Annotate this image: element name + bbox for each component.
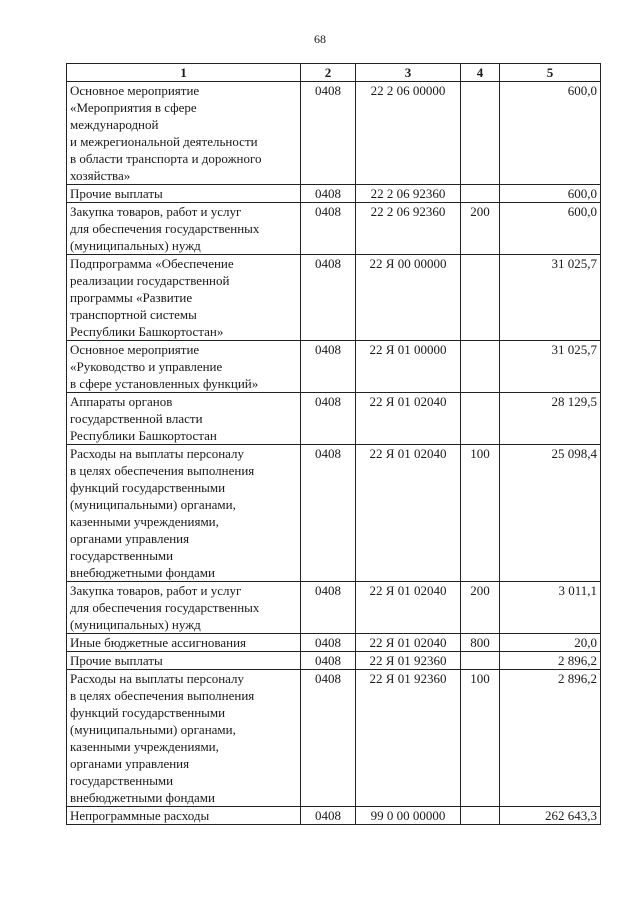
row-name-cell: Расходы на выплаты персоналу в целях обеспечения выполнения функций государственными (муниципальными) органами, казенными учреждениями, органами управления государственными внебюджетными фондами <box>67 670 301 807</box>
row-name-cell: Закупка товаров, работ и услуг для обеспечения государственных (муниципальных) нужд <box>67 582 301 634</box>
table-row <box>67 255 601 341</box>
row-code-cell: 22 Я 01 92360 <box>356 652 461 670</box>
row-amount-cell: 600,0 <box>500 203 601 255</box>
column-header-name: 1 <box>67 64 301 82</box>
row-name-cell: Прочие выплаты <box>67 652 301 670</box>
row-amount-cell: 25 098,4 <box>500 445 601 582</box>
row-code-cell: 22 Я 01 02040 <box>356 445 461 582</box>
row-amount-cell: 2 896,2 <box>500 652 601 670</box>
row-kind-cell: 100 <box>461 670 500 807</box>
header-row <box>67 64 601 82</box>
row-name-cell: Основное мероприятие «Руководство и управление в сфере установленных функций» <box>67 341 301 393</box>
row-code-cell: 22 Я 01 02040 <box>356 634 461 652</box>
row-section-cell: 0408 <box>301 82 356 185</box>
row-section-cell: 0408 <box>301 393 356 445</box>
row-kind-cell <box>461 393 500 445</box>
row-kind-cell <box>461 82 500 185</box>
column-header-code: 3 <box>356 64 461 82</box>
row-section-cell: 0408 <box>301 203 356 255</box>
row-code-cell: 22 Я 01 02040 <box>356 582 461 634</box>
column-header-section: 2 <box>301 64 356 82</box>
row-kind-cell <box>461 255 500 341</box>
row-code-cell: 22 Я 00 00000 <box>356 255 461 341</box>
row-amount-cell: 31 025,7 <box>500 255 601 341</box>
table-row <box>67 807 601 825</box>
table-body <box>67 82 601 825</box>
row-name-cell: Прочие выплаты <box>67 185 301 203</box>
row-kind-cell <box>461 341 500 393</box>
row-amount-cell: 262 643,3 <box>500 807 601 825</box>
row-code-cell: 22 2 06 00000 <box>356 82 461 185</box>
row-section-cell: 0408 <box>301 807 356 825</box>
page-number: 68 <box>314 32 326 46</box>
row-name-cell: Расходы на выплаты персоналу в целях обеспечения выполнения функций государственными (муниципальными) органами, казенными учреждениями, органами управления государственными внебюджетными фондами <box>67 445 301 582</box>
row-amount-cell: 2 896,2 <box>500 670 601 807</box>
table-row <box>67 203 601 255</box>
row-amount-cell: 3 011,1 <box>500 582 601 634</box>
row-section-cell: 0408 <box>301 341 356 393</box>
row-code-cell: 22 2 06 92360 <box>356 185 461 203</box>
table-row <box>67 185 601 203</box>
row-kind-cell: 200 <box>461 203 500 255</box>
row-kind-cell <box>461 185 500 203</box>
row-section-cell: 0408 <box>301 652 356 670</box>
row-code-cell: 22 Я 01 92360 <box>356 670 461 807</box>
row-kind-cell <box>461 807 500 825</box>
table-row <box>67 82 601 185</box>
row-name-cell: Основное мероприятие «Мероприятия в сфере международной и межрегиональной деятельности в области транспорта и дорожного хозяйства» <box>67 82 301 185</box>
row-name-cell: Подпрограмма «Обеспечение реализации государственной программы «Развитие транспортной системы Республики Башкортостан» <box>67 255 301 341</box>
column-header-amount: 5 <box>500 64 601 82</box>
row-amount-cell: 20,0 <box>500 634 601 652</box>
row-name-cell: Аппараты органов государственной власти Республики Башкортостан <box>67 393 301 445</box>
row-name-cell: Непрограммные расходы <box>67 807 301 825</box>
row-code-cell: 99 0 00 00000 <box>356 807 461 825</box>
row-kind-cell <box>461 652 500 670</box>
table-row <box>67 670 601 807</box>
row-kind-cell: 800 <box>461 634 500 652</box>
row-section-cell: 0408 <box>301 670 356 807</box>
table-row <box>67 393 601 445</box>
row-amount-cell: 600,0 <box>500 185 601 203</box>
row-code-cell: 22 Я 01 02040 <box>356 393 461 445</box>
row-code-cell: 22 2 06 92360 <box>356 203 461 255</box>
row-kind-cell: 200 <box>461 582 500 634</box>
row-section-cell: 0408 <box>301 255 356 341</box>
column-header-kind: 4 <box>461 64 500 82</box>
row-section-cell: 0408 <box>301 582 356 634</box>
row-amount-cell: 600,0 <box>500 82 601 185</box>
row-section-cell: 0408 <box>301 445 356 582</box>
row-section-cell: 0408 <box>301 634 356 652</box>
row-section-cell: 0408 <box>301 185 356 203</box>
row-code-cell: 22 Я 01 00000 <box>356 341 461 393</box>
table-row <box>67 445 601 582</box>
row-amount-cell: 31 025,7 <box>500 341 601 393</box>
row-name-cell: Закупка товаров, работ и услуг для обеспечения государственных (муниципальных) нужд <box>67 203 301 255</box>
table-row <box>67 652 601 670</box>
row-amount-cell: 28 129,5 <box>500 393 601 445</box>
row-kind-cell: 100 <box>461 445 500 582</box>
table-row <box>67 582 601 634</box>
budget-table <box>66 63 601 825</box>
table-row <box>67 634 601 652</box>
row-name-cell: Иные бюджетные ассигнования <box>67 634 301 652</box>
table-row <box>67 341 601 393</box>
